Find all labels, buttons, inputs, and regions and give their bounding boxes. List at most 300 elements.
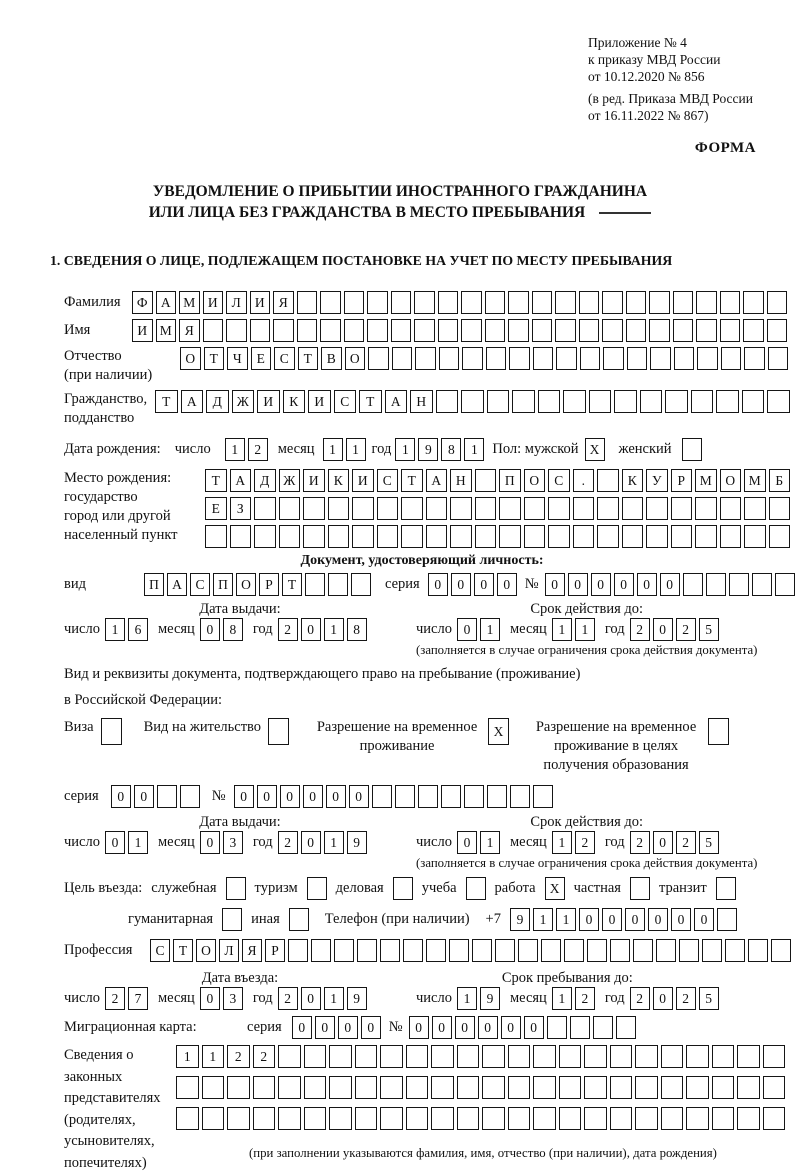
char-cell[interactable]: Т: [205, 469, 227, 492]
char-cell[interactable]: [737, 1045, 760, 1068]
char-cell[interactable]: Т: [204, 347, 225, 370]
char-cell[interactable]: [303, 525, 325, 548]
char-cell[interactable]: [329, 1076, 352, 1099]
char-cell[interactable]: [403, 939, 423, 962]
char-cell[interactable]: 0: [648, 908, 668, 931]
char-cell[interactable]: [297, 319, 318, 342]
char-cell[interactable]: [559, 1076, 582, 1099]
char-cell[interactable]: [328, 497, 350, 520]
char-cell[interactable]: [475, 525, 497, 548]
char-cell[interactable]: Т: [298, 347, 319, 370]
char-cell[interactable]: [329, 1045, 352, 1068]
char-cell[interactable]: [250, 319, 271, 342]
char-cell[interactable]: 2: [278, 987, 298, 1010]
char-cell[interactable]: [499, 497, 521, 520]
char-cell[interactable]: [508, 291, 529, 314]
char-cell[interactable]: [767, 291, 788, 314]
char-cell[interactable]: [697, 347, 718, 370]
char-cell[interactable]: 2: [253, 1045, 276, 1068]
char-cell[interactable]: [367, 291, 388, 314]
char-cell[interactable]: [597, 469, 619, 492]
char-cell[interactable]: 0: [349, 785, 369, 808]
checkbox-cell[interactable]: [708, 718, 729, 745]
char-cell[interactable]: [304, 1076, 327, 1099]
char-cell[interactable]: [767, 390, 790, 413]
char-cell[interactable]: [614, 390, 637, 413]
char-cell[interactable]: Р: [671, 469, 693, 492]
char-cell[interactable]: 0: [474, 573, 494, 596]
char-cell[interactable]: [406, 1107, 429, 1130]
char-cell[interactable]: [352, 497, 374, 520]
char-cell[interactable]: К: [622, 469, 644, 492]
char-cell[interactable]: 2: [676, 618, 696, 641]
char-cell[interactable]: [415, 347, 436, 370]
char-cell[interactable]: [626, 291, 647, 314]
char-cell[interactable]: 8: [441, 438, 461, 461]
char-cell[interactable]: Т: [173, 939, 193, 962]
char-cell[interactable]: [720, 525, 742, 548]
char-cell[interactable]: 0: [200, 831, 220, 854]
char-cell[interactable]: [548, 497, 570, 520]
char-cell[interactable]: [570, 1016, 590, 1039]
checkbox-cell[interactable]: X: [545, 877, 565, 900]
char-cell[interactable]: [475, 469, 497, 492]
char-cell[interactable]: [457, 1045, 480, 1068]
char-cell[interactable]: [547, 1016, 567, 1039]
char-cell[interactable]: [683, 573, 703, 596]
char-cell[interactable]: [729, 573, 749, 596]
char-cell[interactable]: 0: [653, 618, 673, 641]
char-cell[interactable]: [372, 785, 392, 808]
char-cell[interactable]: [646, 497, 668, 520]
char-cell[interactable]: [720, 319, 741, 342]
char-cell[interactable]: [646, 525, 668, 548]
char-cell[interactable]: 0: [134, 785, 154, 808]
char-cell[interactable]: [602, 319, 623, 342]
char-cell[interactable]: [721, 347, 742, 370]
char-cell[interactable]: [508, 1107, 531, 1130]
char-cell[interactable]: А: [181, 390, 204, 413]
char-cell[interactable]: [334, 939, 354, 962]
char-cell[interactable]: [401, 497, 423, 520]
char-cell[interactable]: 0: [478, 1016, 498, 1039]
char-cell[interactable]: [406, 1076, 429, 1099]
char-cell[interactable]: 0: [451, 573, 471, 596]
char-cell[interactable]: [743, 291, 764, 314]
char-cell[interactable]: [438, 319, 459, 342]
char-cell[interactable]: [635, 1107, 658, 1130]
char-cell[interactable]: [203, 319, 224, 342]
char-cell[interactable]: [367, 319, 388, 342]
char-cell[interactable]: [180, 785, 200, 808]
char-cell[interactable]: [564, 939, 584, 962]
char-cell[interactable]: 1: [556, 908, 576, 931]
checkbox-cell[interactable]: [630, 877, 650, 900]
char-cell[interactable]: 0: [301, 831, 321, 854]
char-cell[interactable]: П: [213, 573, 233, 596]
char-cell[interactable]: Я: [179, 319, 200, 342]
char-cell[interactable]: [661, 1045, 684, 1068]
char-cell[interactable]: 0: [200, 987, 220, 1010]
char-cell[interactable]: К: [283, 390, 306, 413]
char-cell[interactable]: [475, 497, 497, 520]
char-cell[interactable]: [472, 939, 492, 962]
char-cell[interactable]: 2: [676, 987, 696, 1010]
char-cell[interactable]: [744, 347, 765, 370]
char-cell[interactable]: С: [150, 939, 170, 962]
char-cell[interactable]: [279, 525, 301, 548]
char-cell[interactable]: 0: [234, 785, 254, 808]
char-cell[interactable]: 0: [625, 908, 645, 931]
char-cell[interactable]: [499, 525, 521, 548]
char-cell[interactable]: 1: [105, 618, 125, 641]
char-cell[interactable]: [556, 347, 577, 370]
char-cell[interactable]: [278, 1076, 301, 1099]
char-cell[interactable]: [304, 1107, 327, 1130]
char-cell[interactable]: [587, 939, 607, 962]
char-cell[interactable]: Ж: [232, 390, 255, 413]
char-cell[interactable]: [742, 390, 765, 413]
char-cell[interactable]: И: [250, 291, 271, 314]
char-cell[interactable]: [584, 1076, 607, 1099]
char-cell[interactable]: [508, 1076, 531, 1099]
char-cell[interactable]: 0: [455, 1016, 475, 1039]
char-cell[interactable]: [603, 347, 624, 370]
char-cell[interactable]: 2: [278, 831, 298, 854]
char-cell[interactable]: [253, 1107, 276, 1130]
char-cell[interactable]: 1: [128, 831, 148, 854]
char-cell[interactable]: [320, 291, 341, 314]
char-cell[interactable]: [401, 525, 423, 548]
char-cell[interactable]: 0: [591, 573, 611, 596]
char-cell[interactable]: О: [345, 347, 366, 370]
char-cell[interactable]: 1: [346, 438, 366, 461]
char-cell[interactable]: С: [334, 390, 357, 413]
char-cell[interactable]: [622, 497, 644, 520]
char-cell[interactable]: [671, 525, 693, 548]
char-cell[interactable]: 9: [480, 987, 500, 1010]
char-cell[interactable]: [532, 319, 553, 342]
char-cell[interactable]: Н: [450, 469, 472, 492]
checkbox-cell[interactable]: [307, 877, 327, 900]
char-cell[interactable]: Ч: [227, 347, 248, 370]
char-cell[interactable]: 0: [501, 1016, 521, 1039]
checkbox-cell[interactable]: [466, 877, 486, 900]
char-cell[interactable]: [616, 1016, 636, 1039]
char-cell[interactable]: [414, 319, 435, 342]
char-cell[interactable]: [449, 939, 469, 962]
char-cell[interactable]: [559, 1107, 582, 1130]
char-cell[interactable]: [311, 939, 331, 962]
char-cell[interactable]: [626, 319, 647, 342]
char-cell[interactable]: [329, 1107, 352, 1130]
char-cell[interactable]: 1: [552, 831, 572, 854]
char-cell[interactable]: 0: [292, 1016, 312, 1039]
char-cell[interactable]: [351, 573, 371, 596]
char-cell[interactable]: 9: [347, 987, 367, 1010]
char-cell[interactable]: [457, 1076, 480, 1099]
char-cell[interactable]: О: [196, 939, 216, 962]
char-cell[interactable]: [482, 1076, 505, 1099]
char-cell[interactable]: 0: [653, 987, 673, 1010]
char-cell[interactable]: [462, 347, 483, 370]
char-cell[interactable]: [431, 1076, 454, 1099]
char-cell[interactable]: [395, 785, 415, 808]
char-cell[interactable]: Я: [273, 291, 294, 314]
char-cell[interactable]: [355, 1107, 378, 1130]
char-cell[interactable]: Е: [251, 347, 272, 370]
char-cell[interactable]: 0: [568, 573, 588, 596]
char-cell[interactable]: [464, 785, 484, 808]
char-cell[interactable]: И: [308, 390, 331, 413]
char-cell[interactable]: [580, 347, 601, 370]
char-cell[interactable]: [414, 291, 435, 314]
char-cell[interactable]: [485, 291, 506, 314]
char-cell[interactable]: 0: [303, 785, 323, 808]
char-cell[interactable]: Т: [401, 469, 423, 492]
char-cell[interactable]: 0: [257, 785, 277, 808]
char-cell[interactable]: [377, 525, 399, 548]
char-cell[interactable]: М: [156, 319, 177, 342]
char-cell[interactable]: [380, 1107, 403, 1130]
char-cell[interactable]: [431, 1107, 454, 1130]
char-cell[interactable]: [768, 347, 789, 370]
char-cell[interactable]: 0: [660, 573, 680, 596]
char-cell[interactable]: [391, 319, 412, 342]
char-cell[interactable]: Е: [205, 497, 227, 520]
char-cell[interactable]: [205, 525, 227, 548]
char-cell[interactable]: 0: [200, 618, 220, 641]
char-cell[interactable]: [696, 291, 717, 314]
char-cell[interactable]: [352, 525, 374, 548]
char-cell[interactable]: 1: [395, 438, 415, 461]
char-cell[interactable]: [230, 525, 252, 548]
char-cell[interactable]: [584, 1107, 607, 1130]
char-cell[interactable]: [538, 390, 561, 413]
char-cell[interactable]: А: [167, 573, 187, 596]
char-cell[interactable]: 0: [671, 908, 691, 931]
char-cell[interactable]: [679, 939, 699, 962]
char-cell[interactable]: [771, 939, 791, 962]
char-cell[interactable]: [320, 319, 341, 342]
char-cell[interactable]: 2: [278, 618, 298, 641]
char-cell[interactable]: С: [190, 573, 210, 596]
char-cell[interactable]: [559, 1045, 582, 1068]
char-cell[interactable]: [426, 939, 446, 962]
char-cell[interactable]: 1: [457, 987, 477, 1010]
char-cell[interactable]: [533, 1045, 556, 1068]
char-cell[interactable]: 1: [324, 987, 344, 1010]
checkbox-cell[interactable]: [222, 908, 242, 931]
char-cell[interactable]: [254, 525, 276, 548]
char-cell[interactable]: [563, 390, 586, 413]
char-cell[interactable]: [763, 1076, 786, 1099]
char-cell[interactable]: Б: [769, 469, 791, 492]
char-cell[interactable]: [278, 1045, 301, 1068]
char-cell[interactable]: [671, 497, 693, 520]
char-cell[interactable]: 2: [105, 987, 125, 1010]
char-cell[interactable]: 1: [464, 438, 484, 461]
char-cell[interactable]: [273, 319, 294, 342]
char-cell[interactable]: Л: [226, 291, 247, 314]
char-cell[interactable]: А: [230, 469, 252, 492]
char-cell[interactable]: А: [156, 291, 177, 314]
char-cell[interactable]: 0: [301, 618, 321, 641]
char-cell[interactable]: [461, 319, 482, 342]
char-cell[interactable]: [328, 573, 348, 596]
char-cell[interactable]: [649, 319, 670, 342]
char-cell[interactable]: [686, 1107, 709, 1130]
char-cell[interactable]: 1: [324, 831, 344, 854]
char-cell[interactable]: 9: [510, 908, 530, 931]
char-cell[interactable]: [541, 939, 561, 962]
char-cell[interactable]: 1: [552, 618, 572, 641]
char-cell[interactable]: [418, 785, 438, 808]
char-cell[interactable]: 0: [579, 908, 599, 931]
char-cell[interactable]: [665, 390, 688, 413]
checkbox-cell[interactable]: X: [585, 438, 605, 461]
char-cell[interactable]: [380, 939, 400, 962]
char-cell[interactable]: 0: [637, 573, 657, 596]
char-cell[interactable]: [508, 319, 529, 342]
char-cell[interactable]: [686, 1076, 709, 1099]
char-cell[interactable]: 5: [699, 987, 719, 1010]
char-cell[interactable]: 0: [653, 831, 673, 854]
char-cell[interactable]: [589, 390, 612, 413]
char-cell[interactable]: О: [236, 573, 256, 596]
checkbox-cell[interactable]: [393, 877, 413, 900]
char-cell[interactable]: [533, 1076, 556, 1099]
char-cell[interactable]: [227, 1076, 250, 1099]
char-cell[interactable]: [691, 390, 714, 413]
char-cell[interactable]: А: [426, 469, 448, 492]
char-cell[interactable]: [573, 497, 595, 520]
char-cell[interactable]: [597, 497, 619, 520]
char-cell[interactable]: [344, 319, 365, 342]
char-cell[interactable]: [744, 497, 766, 520]
char-cell[interactable]: [548, 525, 570, 548]
char-cell[interactable]: [712, 1076, 735, 1099]
char-cell[interactable]: [439, 347, 460, 370]
char-cell[interactable]: В: [321, 347, 342, 370]
char-cell[interactable]: [725, 939, 745, 962]
char-cell[interactable]: [712, 1107, 735, 1130]
char-cell[interactable]: 2: [575, 987, 595, 1010]
char-cell[interactable]: [717, 908, 737, 931]
char-cell[interactable]: [720, 291, 741, 314]
char-cell[interactable]: [157, 785, 177, 808]
char-cell[interactable]: 2: [227, 1045, 250, 1068]
char-cell[interactable]: [706, 573, 726, 596]
char-cell[interactable]: 1: [324, 618, 344, 641]
char-cell[interactable]: 0: [338, 1016, 358, 1039]
checkbox-cell[interactable]: [716, 877, 736, 900]
char-cell[interactable]: [597, 525, 619, 548]
char-cell[interactable]: 2: [676, 831, 696, 854]
char-cell[interactable]: [297, 291, 318, 314]
char-cell[interactable]: [426, 525, 448, 548]
char-cell[interactable]: [695, 497, 717, 520]
char-cell[interactable]: [555, 319, 576, 342]
char-cell[interactable]: [673, 319, 694, 342]
char-cell[interactable]: [202, 1107, 225, 1130]
char-cell[interactable]: 0: [315, 1016, 335, 1039]
char-cell[interactable]: [610, 1045, 633, 1068]
checkbox-cell[interactable]: [226, 877, 246, 900]
char-cell[interactable]: 3: [223, 987, 243, 1010]
char-cell[interactable]: С: [274, 347, 295, 370]
char-cell[interactable]: [767, 319, 788, 342]
char-cell[interactable]: И: [303, 469, 325, 492]
char-cell[interactable]: [438, 291, 459, 314]
char-cell[interactable]: [775, 573, 795, 596]
char-cell[interactable]: [656, 939, 676, 962]
char-cell[interactable]: 0: [301, 987, 321, 1010]
char-cell[interactable]: [627, 347, 648, 370]
char-cell[interactable]: [487, 390, 510, 413]
char-cell[interactable]: 0: [428, 573, 448, 596]
char-cell[interactable]: З: [230, 497, 252, 520]
checkbox-cell[interactable]: [289, 908, 309, 931]
char-cell[interactable]: Ф: [132, 291, 153, 314]
char-cell[interactable]: [712, 1045, 735, 1068]
char-cell[interactable]: И: [352, 469, 374, 492]
char-cell[interactable]: [288, 939, 308, 962]
char-cell[interactable]: [461, 390, 484, 413]
char-cell[interactable]: [716, 390, 739, 413]
char-cell[interactable]: У: [646, 469, 668, 492]
char-cell[interactable]: Т: [282, 573, 302, 596]
char-cell[interactable]: [610, 1076, 633, 1099]
char-cell[interactable]: [533, 347, 554, 370]
char-cell[interactable]: [436, 390, 459, 413]
char-cell[interactable]: [355, 1045, 378, 1068]
char-cell[interactable]: 0: [457, 831, 477, 854]
char-cell[interactable]: [303, 497, 325, 520]
char-cell[interactable]: [720, 497, 742, 520]
char-cell[interactable]: [661, 1107, 684, 1130]
checkbox-cell[interactable]: [268, 718, 289, 745]
char-cell[interactable]: И: [257, 390, 280, 413]
char-cell[interactable]: [512, 390, 535, 413]
char-cell[interactable]: 1: [533, 908, 553, 931]
char-cell[interactable]: 0: [111, 785, 131, 808]
checkbox-cell[interactable]: [101, 718, 122, 745]
char-cell[interactable]: 0: [524, 1016, 544, 1039]
char-cell[interactable]: [533, 1107, 556, 1130]
char-cell[interactable]: О: [180, 347, 201, 370]
char-cell[interactable]: 6: [128, 618, 148, 641]
char-cell[interactable]: 0: [432, 1016, 452, 1039]
char-cell[interactable]: [533, 785, 553, 808]
char-cell[interactable]: [674, 347, 695, 370]
char-cell[interactable]: 5: [699, 831, 719, 854]
char-cell[interactable]: М: [695, 469, 717, 492]
char-cell[interactable]: [686, 1045, 709, 1068]
char-cell[interactable]: [485, 319, 506, 342]
char-cell[interactable]: [254, 497, 276, 520]
char-cell[interactable]: П: [499, 469, 521, 492]
char-cell[interactable]: [695, 525, 717, 548]
char-cell[interactable]: 0: [105, 831, 125, 854]
char-cell[interactable]: [752, 573, 772, 596]
char-cell[interactable]: Р: [259, 573, 279, 596]
char-cell[interactable]: [769, 497, 791, 520]
char-cell[interactable]: [377, 497, 399, 520]
char-cell[interactable]: 1: [202, 1045, 225, 1068]
char-cell[interactable]: [482, 1045, 505, 1068]
char-cell[interactable]: [635, 1076, 658, 1099]
